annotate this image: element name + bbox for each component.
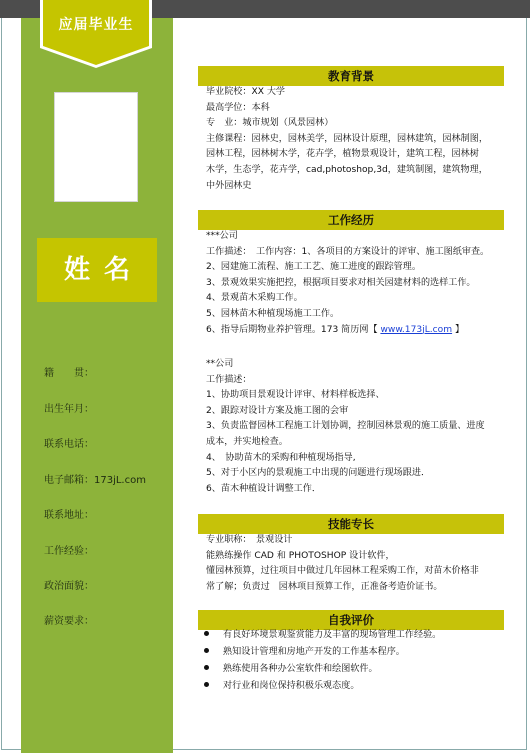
education-content: 毕业院校：XX 大学 最高学位：本科 专 业：城市规划（风景园林） 主修课程：园林史，园林美学，园林设计原理，园林建筑，园林制图， 园林工程，园林树木学，花卉学，植物景观设计，建筑工程，园林树 木学，生态学，花卉学，cad,photoshop,3d，建筑制图，建筑物理， 中外园林史	[206, 87, 488, 191]
info-salary: 薪资要求：	[44, 616, 94, 627]
info-politics: 政治面貌：	[44, 581, 94, 592]
site-link[interactable]: www.173jL.com	[380, 324, 453, 335]
work-heading: 工作经历	[198, 210, 504, 230]
bullet-icon	[204, 665, 209, 670]
list-item: 对行业和岗位保持积极乐观态度。	[204, 678, 441, 695]
name-label: 姓名	[63, 255, 144, 285]
badge-title: 应届毕业生	[58, 17, 134, 33]
skills-heading: 技能专长	[198, 514, 504, 534]
education-heading: 教育背景	[198, 66, 504, 86]
self-eval-heading: 自我评价	[198, 610, 504, 630]
name-box	[37, 238, 157, 302]
list-item: 熟知设计管理和房地产开发的工作基本程序。	[204, 644, 441, 661]
bullet-icon	[204, 648, 209, 653]
info-hometown: 籍 贯：	[44, 368, 94, 379]
info-address: 联系地址：	[44, 510, 94, 521]
bullet-icon	[204, 682, 209, 687]
info-birth: 出生年月：	[44, 404, 94, 415]
info-phone: 联系电话：	[44, 439, 94, 450]
skills-content: 专业职称： 景观设计 能熟练操作 CAD 和 PHOTOSHOP 设计软件， 懂园林预算，过往项目中做过几年园林工程采购工作，对苗木价格非 常了解；负责过 园林项目预算工作，正准备考造价证书。	[206, 535, 479, 592]
list-item: 熟练使用各种办公室软件和绘图软件。	[204, 661, 441, 678]
work-job2: **公司 工作描述： 1、协助项目景观设计评审、材料样板选择、 2、跟踪对设计方案及施工图的会审 3、负责监督园林工程施工计划协调，控制园林景观的施工质量、进度 成本，并实地检查。 4、 协助苗木的采购和种植现场指导, 5、对于小区内的景观施工中出现的问题进行现场跟进． 6、苗木种植设计调整工作．	[206, 359, 485, 494]
self-eval-list	[204, 627, 441, 695]
status-badge	[40, 0, 152, 68]
bullet-icon	[204, 631, 209, 636]
info-email: 电子邮箱：173jL.com	[44, 475, 146, 486]
info-experience: 工作经验：	[44, 546, 94, 557]
badge-shape-icon	[40, 0, 152, 68]
photo-placeholder	[54, 92, 138, 202]
list-item: 有良好环境景观鉴赏能力及丰富的现场管理工作经验。	[204, 627, 441, 644]
work-job1: ***公司 工作描述： 工作内容：1、各项目的方案设计的评审、施工图纸审查。 2、园建施工流程、施工工艺、施工进度的跟踪管理。 3、景观效果实施把控，根据项目要求对相关园建材料的选样工作。 4、景观苗木采购工作。 5、园林苗木种植现场施工工作。 6、指导后期物业养护管理。173 简历网【 www.173jL.com 】	[206, 231, 490, 335]
